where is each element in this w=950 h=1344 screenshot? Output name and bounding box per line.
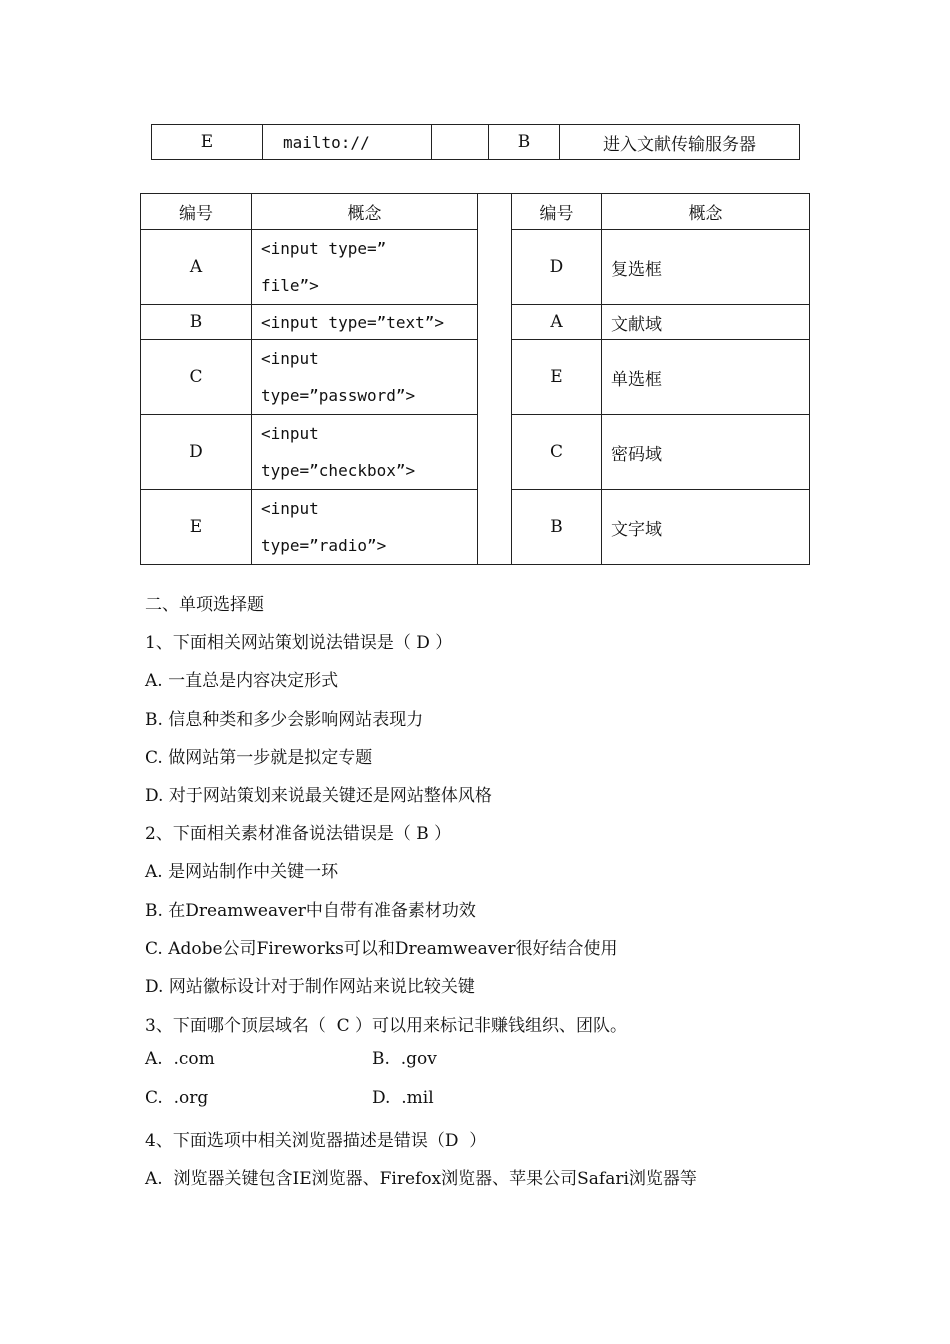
- top-row-table: [151, 124, 800, 160]
- q3-option-d: D. .mil: [372, 1088, 434, 1108]
- table-row: [141, 230, 810, 305]
- matching-table: [140, 193, 810, 565]
- q2-option-a: A. 是网站制作中关键一环: [145, 862, 339, 882]
- top-row-answer: B: [489, 125, 560, 160]
- top-row-letter: E: [152, 125, 263, 160]
- right-concept: 文献域: [602, 305, 810, 340]
- q1-option-a: A. 一直总是内容决定形式: [145, 671, 339, 691]
- left-num: C: [141, 340, 252, 415]
- right-concept: 密码域: [602, 415, 810, 490]
- table-row: [141, 305, 810, 340]
- header-num-left: 编号: [141, 194, 252, 230]
- right-num: C: [512, 415, 602, 490]
- right-num: D: [512, 230, 602, 305]
- left-concept: <input type=”checkbox”>: [252, 415, 478, 490]
- left-num: B: [141, 305, 252, 340]
- right-concept: 单选框: [602, 340, 810, 415]
- q1-option-b: B. 信息种类和多少会影响网站表现力: [145, 710, 424, 730]
- left-concept: <input type=” file”>: [252, 230, 478, 305]
- table-row: [141, 415, 810, 490]
- left-num: A: [141, 230, 252, 305]
- right-num: B: [512, 490, 602, 565]
- question-4: 4、下面选项中相关浏览器描述是错误（D ）: [145, 1131, 487, 1151]
- table-row: [141, 490, 810, 565]
- top-row-code: mailto://: [263, 125, 432, 160]
- q2-option-c: C. Adobe公司Fireworks可以和Dreamweaver很好结合使用: [145, 939, 618, 959]
- header-num-right: 编号: [512, 194, 602, 230]
- table-row: [141, 340, 810, 415]
- header-concept-left: 概念: [252, 194, 478, 230]
- question-1: 1、下面相关网站策划说法错误是（ D ）: [145, 633, 453, 653]
- right-num: A: [512, 305, 602, 340]
- right-concept: 文字域: [602, 490, 810, 565]
- q2-option-b: B. 在Dreamweaver中自带有准备素材功效: [145, 901, 476, 921]
- table-gap-column: [478, 194, 512, 565]
- q3-option-c: C. .org: [145, 1088, 209, 1108]
- left-concept: <input type=”text”>: [252, 305, 478, 340]
- left-num: E: [141, 490, 252, 565]
- question-2: 2、下面相关素材准备说法错误是（ B ）: [145, 824, 452, 844]
- q1-option-d: D. 对于网站策划来说最关键还是网站整体风格: [145, 786, 492, 806]
- left-concept: <input type=”radio”>: [252, 490, 478, 565]
- top-row-blank: [432, 125, 489, 160]
- question-3: 3、下面哪个顶层域名（ C ）可以用来标记非赚钱组织、团队。: [145, 1016, 628, 1036]
- right-num: E: [512, 340, 602, 415]
- right-concept: 复选框: [602, 230, 810, 305]
- section-title: 二、单项选择题: [145, 595, 264, 615]
- top-row-concept: 进入文献传输服务器: [560, 125, 800, 160]
- left-concept: <input type=”password”>: [252, 340, 478, 415]
- q3-option-a: A. .com: [145, 1049, 215, 1069]
- q2-option-d: D. 网站徽标设计对于制作网站来说比较关键: [145, 977, 475, 997]
- q4-option-a: A. 浏览器关键包含IE浏览器、Firefox浏览器、苹果公司Safari浏览器等: [145, 1169, 697, 1189]
- header-concept-right: 概念: [602, 194, 810, 230]
- left-num: D: [141, 415, 252, 490]
- q3-option-b: B. .gov: [372, 1049, 437, 1069]
- q1-option-c: C. 做网站第一步就是拟定专题: [145, 748, 373, 768]
